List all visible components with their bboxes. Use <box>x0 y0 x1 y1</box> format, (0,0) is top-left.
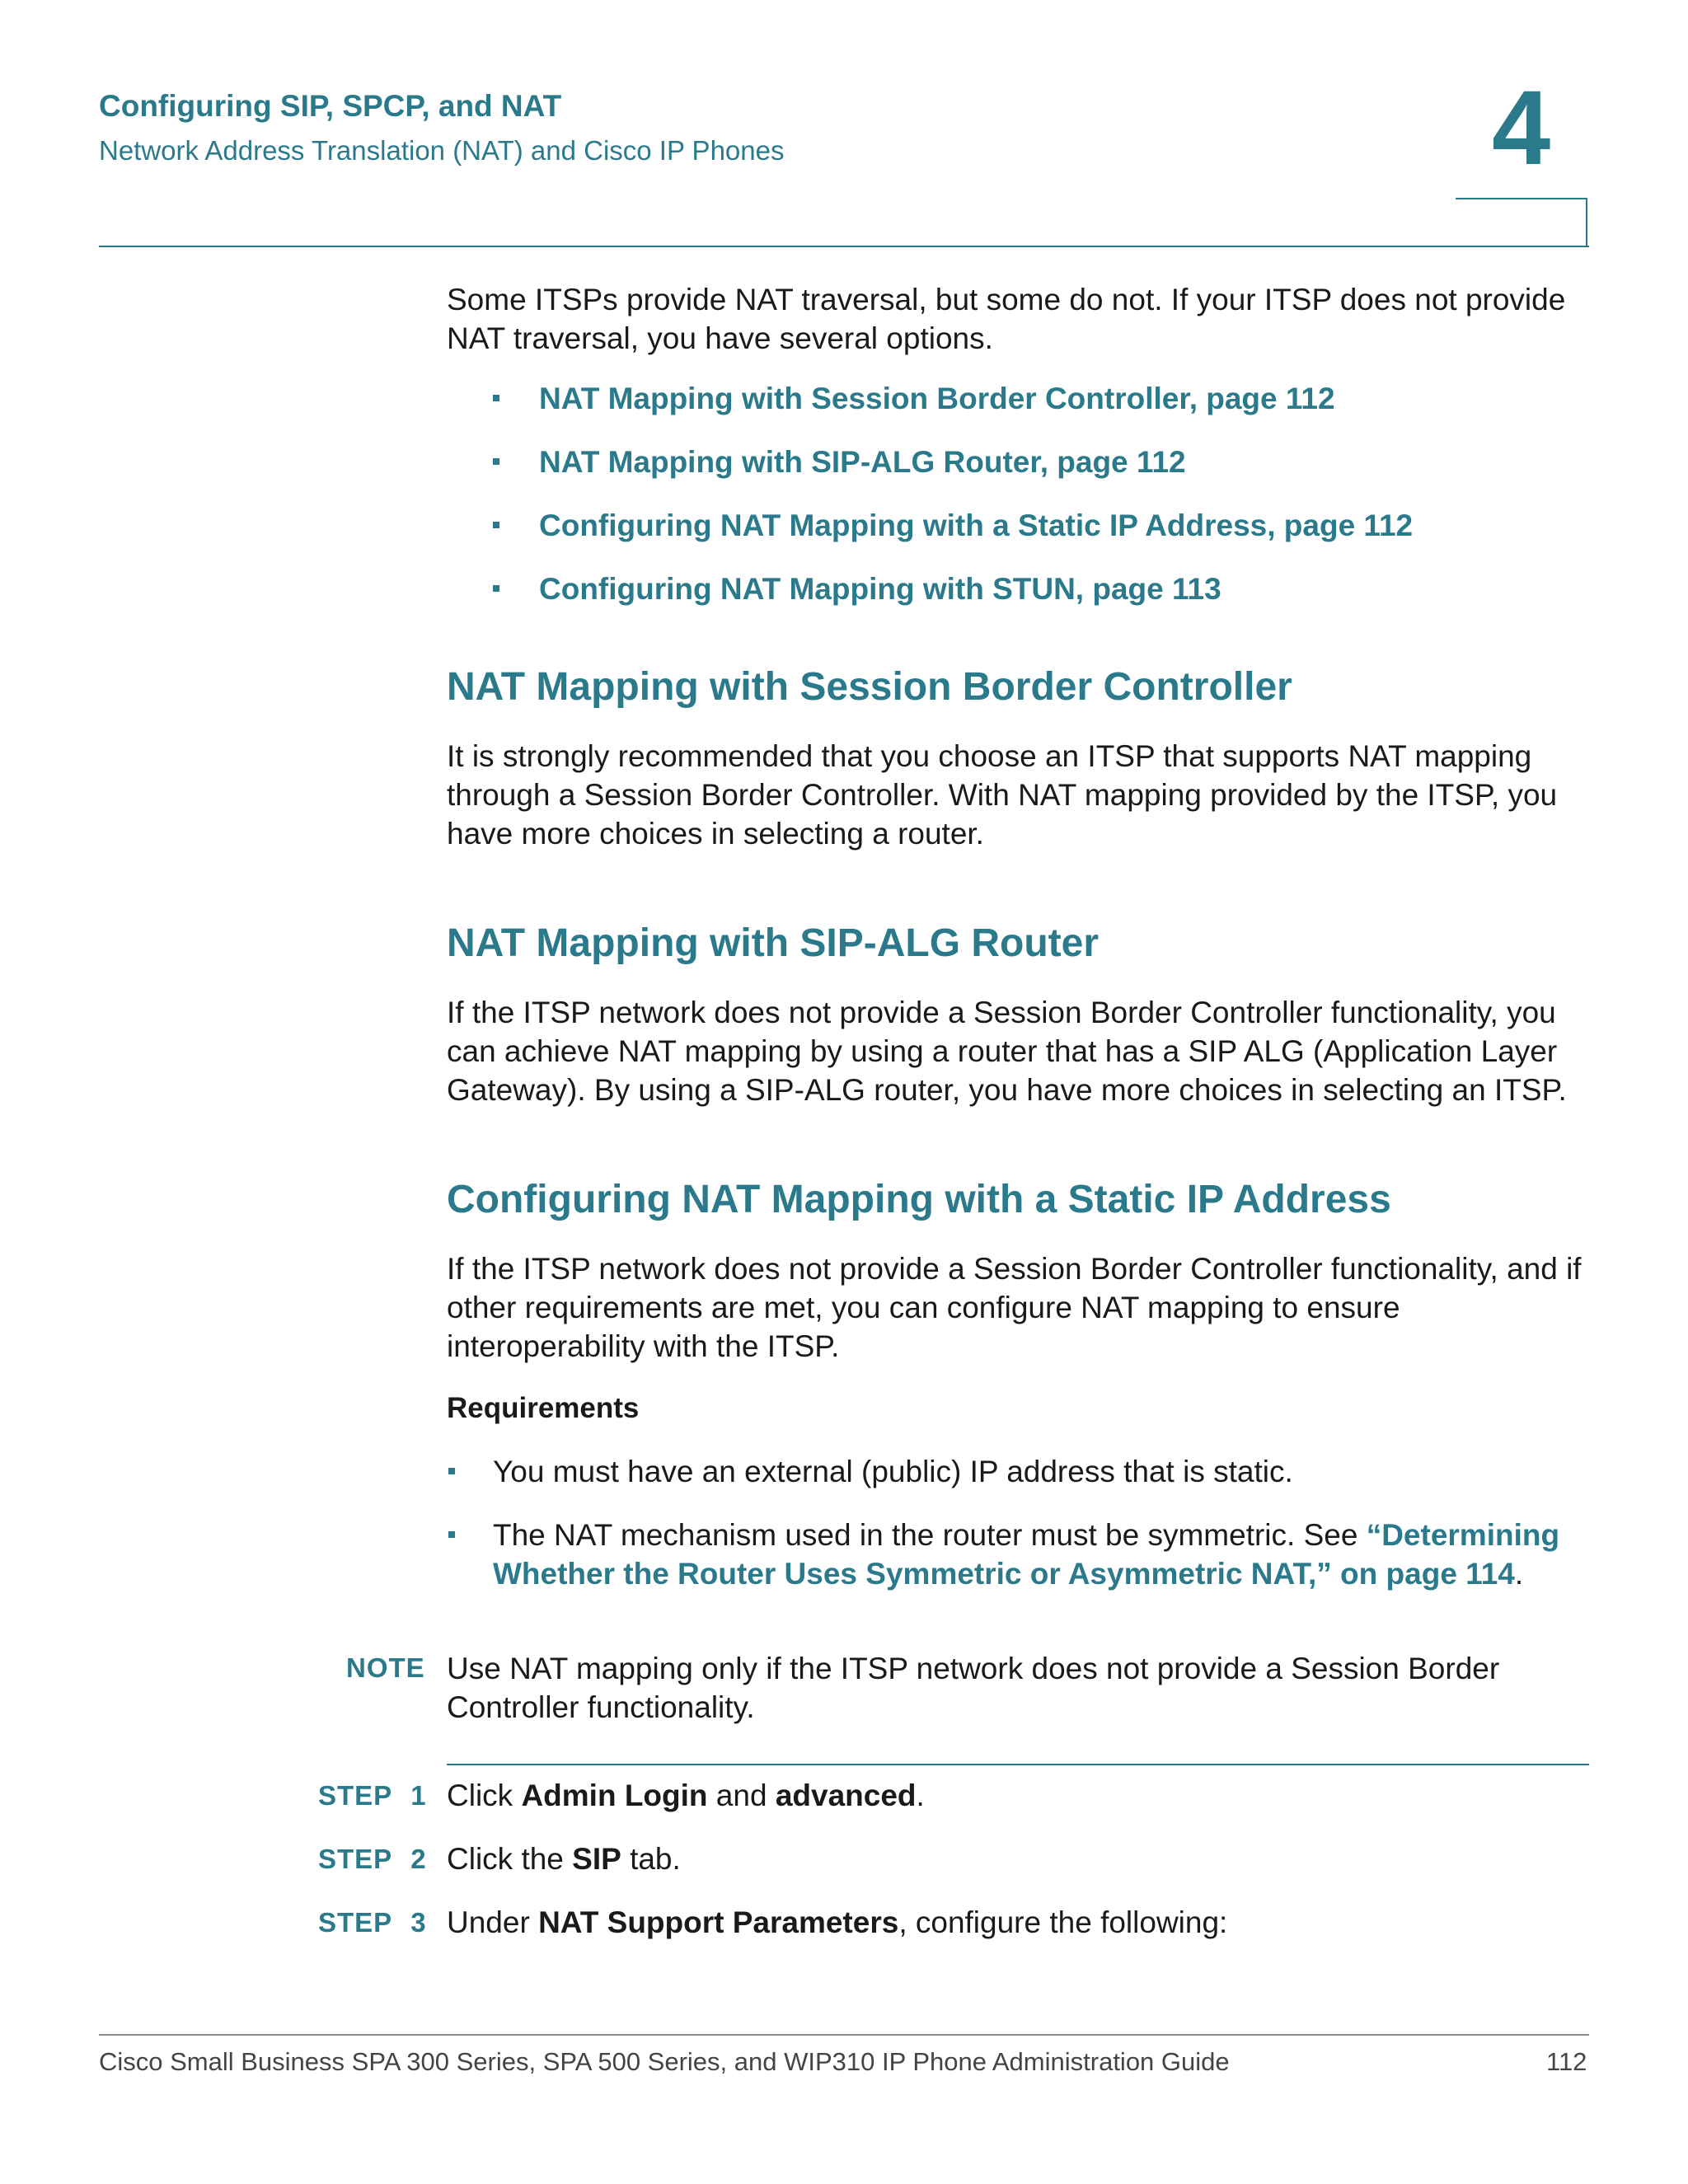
steps-rule <box>447 1764 1589 1765</box>
step-word: STEP <box>318 1844 393 1874</box>
requirement-item <box>447 1516 1589 1593</box>
bullet-icon <box>493 522 499 528</box>
symmetric-nat-link[interactable]: “Determining Whether the Router Uses Symmetric or Asymmetric NAT,” on page 114 <box>493 1518 1560 1591</box>
step-2-text <box>447 1840 681 1878</box>
step-word: STEP <box>318 1780 393 1811</box>
paragraph-static-ip: If the ITSP network does not provide a Session Border Controller functionality, and if other requirements are met, you can configure NAT mapping to ensure interoperability with the ITSP. <box>447 1252 1582 1363</box>
requirements-list <box>447 1452 1589 1593</box>
step-text-part: Click <box>447 1779 522 1812</box>
chapter-tab-box-top <box>1456 198 1587 199</box>
header-rule <box>99 246 1589 247</box>
bullet-icon <box>493 395 499 401</box>
link-sip-alg-label: NAT Mapping with SIP-ALG Router, page 112 <box>539 445 1186 479</box>
chapter-title: Configuring SIP, SPCP, and NAT <box>99 89 562 123</box>
section-title: Network Address Translation (NAT) and Cisco IP Phones <box>99 135 785 166</box>
link-sip-alg[interactable] <box>493 443 1589 506</box>
step-text-part: and <box>707 1779 776 1812</box>
requirement-text: You must have an external (public) IP address that is static. <box>493 1455 1293 1488</box>
requirement-text: The NAT mechanism used in the router must be symmetric. See <box>493 1518 1367 1552</box>
step-number: 2 <box>410 1844 427 1874</box>
link-stun[interactable] <box>493 569 1589 633</box>
step-1-label <box>318 1780 427 1811</box>
step-text-part: Under <box>447 1905 539 1939</box>
step-text-part: . <box>916 1779 925 1812</box>
heading-static-ip: Configuring NAT Mapping with a Static IP Address <box>447 1178 1391 1221</box>
bullet-icon <box>448 1531 455 1538</box>
step-text-part: Click the <box>447 1842 573 1876</box>
ui-term-admin-login: Admin Login <box>521 1779 708 1812</box>
chapter-number: 4 <box>1492 69 1551 187</box>
heading-sbc: NAT Mapping with Session Border Controller <box>447 665 1292 709</box>
ui-term-advanced: advanced <box>775 1779 917 1812</box>
requirement-suffix: . <box>1514 1557 1524 1591</box>
link-sbc[interactable] <box>493 379 1589 443</box>
step-text-part: , configure the following: <box>898 1905 1228 1939</box>
footer-rule <box>99 2034 1589 2036</box>
intro-link-list <box>447 379 1589 633</box>
step-3-label <box>318 1907 427 1938</box>
step-text-part: tab. <box>621 1842 681 1876</box>
requirement-item <box>447 1452 1589 1491</box>
step-2-label <box>318 1844 427 1875</box>
step-word: STEP <box>318 1907 393 1938</box>
main-content <box>447 280 1589 1593</box>
link-static-ip-label: Configuring NAT Mapping with a Static IP Address, page 112 <box>539 509 1414 542</box>
paragraph-sip-alg: If the ITSP network does not provide a Session Border Controller functionality, you can achieve NAT mapping by using a router that has a SIP ALG (Application Layer Gateway). By using a SIP-ALG router, you have more choices in selecting an ITSP. <box>447 996 1567 1107</box>
footer-page-number: 112 <box>1546 2047 1587 2076</box>
intro-paragraph: Some ITSPs provide NAT traversal, but some do not. If your ITSP does not provide NAT traversal, you have several options. <box>447 283 1566 355</box>
note-label: NOTE <box>346 1652 425 1683</box>
bullet-icon <box>493 458 499 465</box>
note-text: Use NAT mapping only if the ITSP network does not provide a Session Border Controller functionality. <box>447 1652 1500 1724</box>
link-stun-label: Configuring NAT Mapping with STUN, page 113 <box>539 572 1221 606</box>
bullet-icon <box>448 1468 455 1474</box>
step-1-text <box>447 1776 925 1815</box>
step-number: 1 <box>410 1780 427 1811</box>
link-sbc-label: NAT Mapping with Session Border Controller, page 112 <box>539 382 1335 415</box>
requirements-heading: Requirements <box>447 1392 640 1424</box>
heading-sip-alg: NAT Mapping with SIP-ALG Router <box>447 921 1100 965</box>
chapter-tab-box <box>1456 198 1587 246</box>
bullet-icon <box>493 585 499 592</box>
ui-term-nat-support-parameters: NAT Support Parameters <box>538 1905 899 1939</box>
step-3-text <box>447 1903 1227 1942</box>
footer-guide-title: Cisco Small Business SPA 300 Series, SPA 500 Series, and WIP310 IP Phone Administration Guide <box>99 2047 1230 2076</box>
ui-term-sip: SIP <box>572 1842 621 1876</box>
link-static-ip[interactable] <box>493 506 1589 569</box>
step-number: 3 <box>410 1907 427 1938</box>
paragraph-sbc: It is strongly recommended that you choose an ITSP that supports NAT mapping through a Session Border Controller. With NAT mapping provided by the ITSP, you have more choices in selecting a router. <box>447 739 1558 851</box>
